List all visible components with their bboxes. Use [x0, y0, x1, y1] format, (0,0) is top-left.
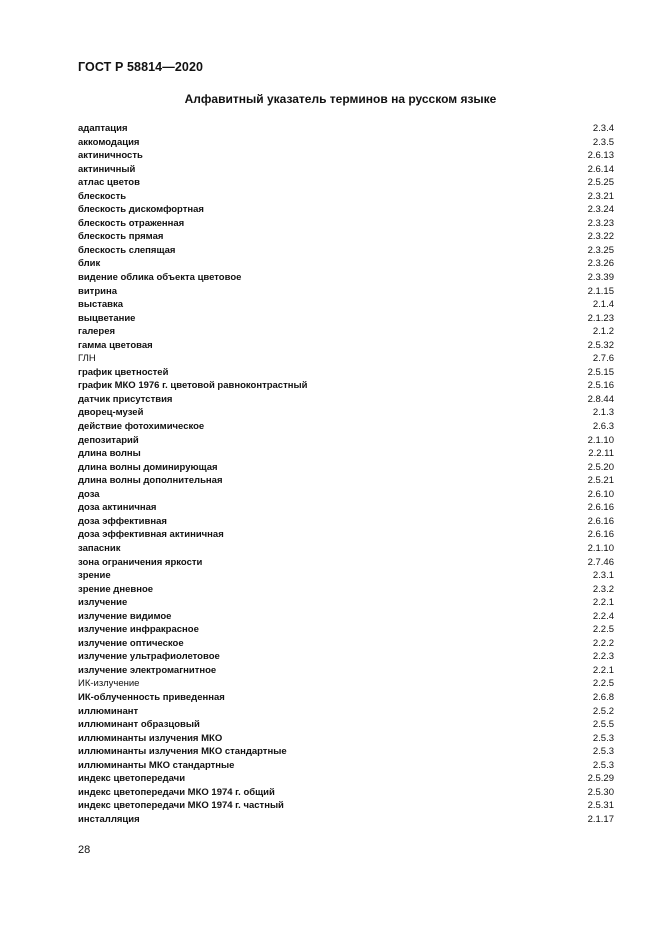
- entry-term: иллюминанты излучения МКО: [78, 732, 223, 744]
- entry-term: излучение видимое: [78, 610, 172, 622]
- entry-reference: 2.5.16: [587, 380, 614, 392]
- entry-reference: 2.3.4: [592, 123, 614, 134]
- entry-reference: 2.6.16: [587, 515, 614, 527]
- index-entry: [78, 488, 614, 502]
- index-entry: [78, 799, 614, 813]
- entry-term: график цветностей: [78, 366, 169, 378]
- index-entry: [78, 732, 614, 746]
- entry-term: зона ограничения яркости: [78, 556, 203, 568]
- index-entry: [78, 312, 614, 326]
- index-entry: [78, 528, 614, 542]
- index-entry: [78, 217, 614, 231]
- index-entry: [78, 610, 614, 624]
- index-entry: [78, 677, 614, 691]
- entry-reference: 2.8.44: [587, 393, 614, 405]
- entry-term: излучение: [78, 597, 128, 609]
- entry-term: блескость прямая: [78, 231, 164, 243]
- entry-reference: 2.2.2: [592, 637, 614, 649]
- index-entry: [78, 434, 614, 448]
- term-index-list: [78, 122, 614, 826]
- index-entry: [78, 664, 614, 678]
- entry-reference: 2.3.2: [592, 583, 614, 595]
- entry-term: аккомодация: [78, 136, 140, 148]
- entry-reference: 2.3.26: [587, 258, 614, 270]
- entry-term: инсталляция: [78, 813, 140, 825]
- index-entry: [78, 583, 614, 597]
- entry-term: иллюминанты МКО стандартные: [78, 759, 235, 771]
- entry-reference: 2.5.30: [587, 786, 614, 798]
- entry-reference: 2.6.16: [587, 502, 614, 514]
- index-entry: [78, 136, 614, 150]
- entry-reference: 2.2.5: [592, 678, 614, 690]
- index-entry: [78, 461, 614, 475]
- entry-reference: 2.7.6: [592, 353, 614, 365]
- index-entry: [78, 406, 614, 420]
- entry-term: гамма цветовая: [78, 339, 153, 351]
- index-entry: [78, 366, 614, 380]
- index-entry: [78, 596, 614, 610]
- entry-reference: 2.5.2: [592, 705, 614, 717]
- index-entry: [78, 298, 614, 312]
- entry-reference: 2.1.4: [592, 299, 614, 311]
- index-entry: [78, 149, 614, 163]
- entry-term: индекс цветопередачи МКО 1974 г. общий: [78, 786, 275, 798]
- index-entry: [78, 637, 614, 651]
- entry-reference: 2.2.3: [592, 651, 614, 663]
- index-entry: [78, 393, 614, 407]
- entry-term: зрение: [78, 570, 111, 582]
- entry-reference: 2.5.5: [592, 719, 614, 731]
- entry-reference: 2.5.32: [587, 339, 614, 351]
- index-entry: [78, 813, 614, 827]
- entry-term: график МКО 1976 г. цветовой равноконтрастный: [78, 380, 308, 392]
- index-entry: [78, 271, 614, 285]
- entry-term: иллюминанты излучения МКО стандартные: [78, 746, 287, 758]
- entry-reference: 2.1.10: [587, 542, 614, 554]
- entry-term: ИК-облученность приведенная: [78, 691, 225, 703]
- entry-reference: 2.6.16: [587, 529, 614, 541]
- index-entry: [78, 786, 614, 800]
- index-title: Алфавитный указатель терминов на русском языке: [184, 92, 497, 106]
- entry-term: ИК-излучение: [78, 678, 140, 690]
- index-entry: [78, 339, 614, 353]
- entry-term: доза: [78, 488, 100, 500]
- entry-term: излучение электромагнитное: [78, 664, 217, 676]
- entry-term: длина волны доминирующая: [78, 461, 218, 473]
- entry-term: длина волны: [78, 448, 141, 460]
- entry-reference: 2.3.21: [587, 190, 614, 202]
- entry-term: зрение дневное: [78, 583, 154, 595]
- entry-term: блик: [78, 258, 101, 270]
- index-entry: [78, 420, 614, 434]
- entry-reference: 2.5.20: [587, 461, 614, 473]
- entry-term: дворец-музей: [78, 407, 144, 419]
- entry-reference: 2.2.1: [592, 597, 614, 609]
- entry-term: индекс цветопередачи МКО 1974 г. частный: [78, 800, 284, 812]
- entry-reference: 2.1.2: [592, 326, 614, 338]
- index-entry: [78, 203, 614, 217]
- entry-reference: 2.3.1: [592, 570, 614, 582]
- entry-reference: 2.2.11: [588, 448, 614, 460]
- index-entry: [78, 176, 614, 190]
- index-entry: [78, 230, 614, 244]
- index-entry: [78, 447, 614, 461]
- entry-reference: 2.6.3: [592, 421, 614, 433]
- entry-reference: 2.3.25: [587, 244, 614, 256]
- entry-term: действие фотохимическое: [78, 421, 205, 433]
- entry-reference: 2.3.5: [592, 136, 614, 148]
- entry-reference: 2.7.46: [587, 556, 614, 568]
- entry-term: доза актиничная: [78, 502, 157, 514]
- entry-reference: 2.1.17: [587, 813, 614, 825]
- entry-term: атлас цветов: [78, 177, 140, 189]
- entry-term: выцветание: [78, 312, 136, 324]
- index-entry: [78, 759, 614, 773]
- entry-term: доза эффективная: [78, 515, 167, 527]
- entry-reference: 2.1.15: [587, 285, 614, 297]
- index-entry: [78, 772, 614, 786]
- page-number: 28: [78, 844, 91, 856]
- entry-term: ГЛН: [78, 353, 96, 365]
- entry-term: длина волны дополнительная: [78, 475, 223, 487]
- entry-reference: 2.5.29: [587, 773, 614, 785]
- entry-term: излучение ультрафиолетовое: [78, 651, 220, 663]
- entry-reference: 2.5.3: [592, 732, 614, 744]
- index-entry: [78, 501, 614, 515]
- entry-reference: 2.6.13: [587, 150, 614, 162]
- index-entry: [78, 623, 614, 637]
- entry-reference: 2.6.8: [592, 691, 614, 703]
- entry-term: депозитарий: [78, 434, 139, 446]
- entry-reference: 2.5.21: [587, 475, 614, 487]
- entry-reference: 2.1.10: [587, 434, 614, 446]
- entry-reference: 2.2.4: [592, 610, 614, 622]
- entry-reference: 2.1.23: [587, 312, 614, 324]
- entry-term: блескость дискомфортная: [78, 204, 204, 216]
- entry-term: индекс цветопередачи: [78, 773, 186, 785]
- index-entry: [78, 515, 614, 529]
- entry-reference: 2.5.25: [587, 177, 614, 189]
- entry-reference: 2.5.3: [592, 759, 614, 771]
- entry-term: блескость: [78, 190, 127, 202]
- index-entry: [78, 352, 614, 366]
- index-entry: [78, 705, 614, 719]
- index-entry: [78, 650, 614, 664]
- index-entry: [78, 718, 614, 732]
- index-entry: [78, 379, 614, 393]
- entry-term: излучение инфракрасное: [78, 624, 199, 636]
- index-entry: [78, 244, 614, 258]
- entry-term: доза эффективная актиничная: [78, 529, 224, 541]
- entry-term: актиничный: [78, 163, 136, 175]
- entry-term: адаптация: [78, 123, 128, 134]
- entry-reference: 2.6.10: [587, 488, 614, 500]
- entry-term: выставка: [78, 299, 124, 311]
- entry-term: датчик присутствия: [78, 393, 173, 405]
- index-entry: [78, 190, 614, 204]
- entry-reference: 2.5.3: [592, 746, 614, 758]
- index-entry: [78, 569, 614, 583]
- entry-term: видение облика объекта цветовое: [78, 272, 242, 284]
- entry-reference: 2.6.14: [587, 163, 614, 175]
- entry-reference: 2.2.1: [592, 664, 614, 676]
- entry-reference: 2.3.23: [587, 217, 614, 229]
- index-entry: [78, 691, 614, 705]
- index-entry: [78, 325, 614, 339]
- entry-term: блескость слепящая: [78, 244, 176, 256]
- index-entry: [78, 745, 614, 759]
- document-header: ГОСТ Р 58814—2020: [78, 60, 204, 74]
- entry-reference: 2.5.31: [587, 800, 614, 812]
- index-entry: [78, 285, 614, 299]
- index-entry: [78, 556, 614, 570]
- index-entry: [78, 474, 614, 488]
- entry-reference: 2.2.5: [592, 624, 614, 636]
- entry-term: запасник: [78, 542, 121, 554]
- entry-reference: 2.3.24: [587, 204, 614, 216]
- index-entry: [78, 257, 614, 271]
- entry-reference: 2.3.22: [587, 231, 614, 243]
- entry-term: витрина: [78, 285, 117, 297]
- index-entry: [78, 542, 614, 556]
- entry-term: блескость отраженная: [78, 217, 185, 229]
- index-entry: [78, 122, 614, 136]
- entry-term: излучение оптическое: [78, 637, 184, 649]
- entry-term: актиничность: [78, 150, 143, 162]
- entry-term: галерея: [78, 326, 116, 338]
- entry-term: иллюминант образцовый: [78, 719, 200, 731]
- entry-term: иллюминант: [78, 705, 139, 717]
- entry-reference: 2.3.39: [587, 272, 614, 284]
- index-entry: [78, 163, 614, 177]
- entry-reference: 2.1.3: [592, 407, 614, 419]
- entry-reference: 2.5.15: [587, 366, 614, 378]
